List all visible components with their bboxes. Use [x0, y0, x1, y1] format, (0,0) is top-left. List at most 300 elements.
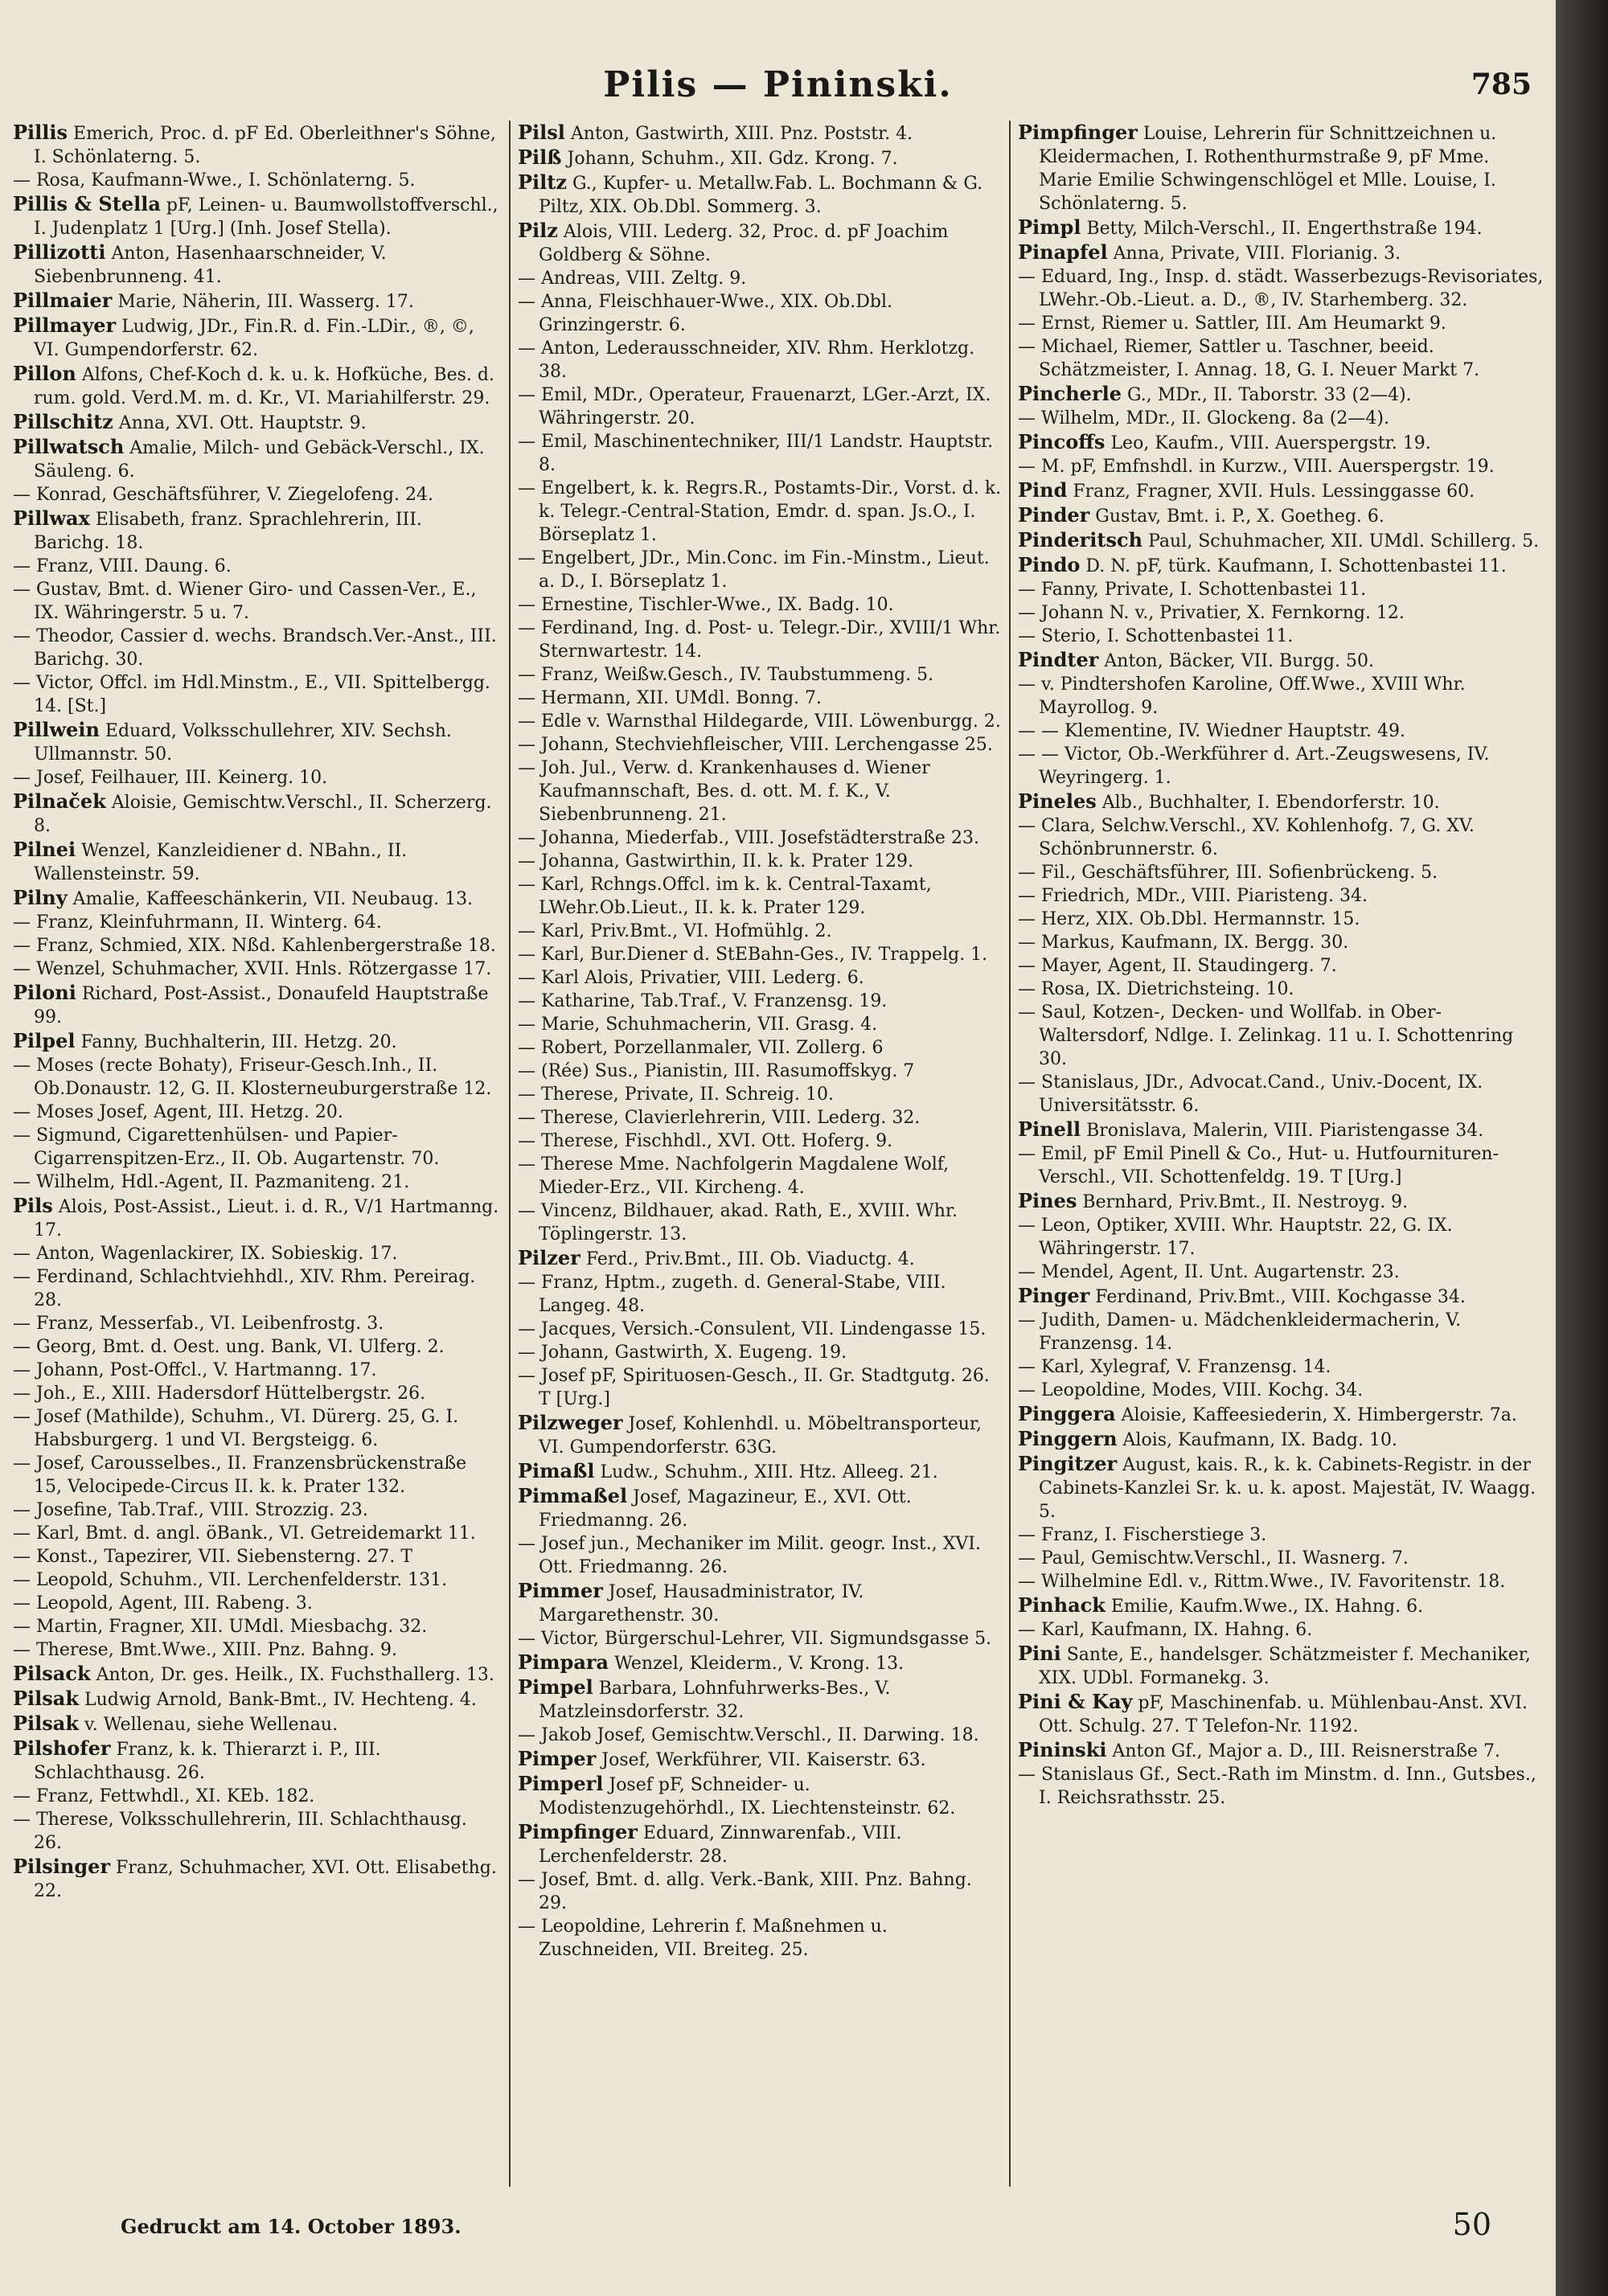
entry-details: — Andreas, VIII. Zeltg. 9. [518, 269, 747, 289]
entry-details: — Leopoldine, Lehrerin f. Maßnehmen u. Zuschneiden, VII. Breiteg. 25. [518, 1917, 888, 1960]
entry-details: Franz, k. k. Thierarzt i. P., III. Schlachthausg. 26. [34, 1740, 381, 1783]
directory-entry [13, 838, 500, 886]
entry-details: — Ernestine, Tischler-Wwe., IX. Badg. 10. [518, 595, 894, 615]
directory-entry [518, 1484, 1002, 1532]
entry-details: — Karl, Kaufmann, IX. Hahng. 6. [1018, 1620, 1313, 1640]
directory-entry [518, 1013, 1002, 1036]
directory-entry [13, 506, 500, 555]
entry-surname: Pillmayer [13, 314, 117, 337]
directory-entry [1018, 240, 1544, 265]
directory-columns [13, 121, 1544, 2187]
directory-entry [13, 1029, 500, 1054]
entry-details: v. Wellenau, siehe Wellenau. [78, 1715, 338, 1735]
directory-entry [1018, 430, 1544, 455]
directory-entry [13, 1855, 500, 1903]
directory-entry [1018, 1284, 1544, 1309]
entry-details: Emerich, Proc. d. pF Ed. Oberleithner's Söhne, I. Schönlaterng. 5. [34, 124, 496, 167]
directory-entry [1018, 931, 1544, 954]
entry-details: — Judith, Damen- u. Mädchenkleidermacherin, V. Franzensg. 14. [1018, 1310, 1462, 1354]
directory-entry [13, 1615, 500, 1638]
entry-surname: Piltz [518, 170, 567, 194]
directory-entry [1018, 954, 1544, 978]
entry-surname: Pilzweger [518, 1411, 623, 1434]
entry-surname: Pillwax [13, 506, 90, 530]
directory-entry [1018, 625, 1544, 648]
entry-surname: Pindter [1018, 648, 1099, 671]
entry-surname: Pilsinger [13, 1855, 111, 1878]
directory-entry [518, 1724, 1002, 1747]
entry-surname: Pillwein [13, 718, 100, 741]
directory-entry [518, 826, 1002, 850]
directory-entry [1018, 814, 1544, 861]
directory-entry [1018, 648, 1544, 673]
directory-entry [518, 850, 1002, 873]
entry-details: — Konst., Tapezirer, VII. Siebensterng. 27. T [13, 1547, 413, 1567]
directory-entry [13, 1736, 500, 1785]
entry-details: — Fil., Geschäftsführer, III. Sofienbrückeng. 5. [1018, 863, 1438, 883]
entry-surname: Pillis & Stella [13, 192, 161, 215]
entry-details: — Mendel, Agent, II. Unt. Augartenstr. 23. [1018, 1262, 1400, 1282]
entry-details: Aloisie, Gemischtw.Verschl., II. Scherzerg. 8. [34, 793, 492, 836]
directory-entry [13, 1312, 500, 1335]
directory-entry [1018, 673, 1544, 720]
directory-entry [518, 1130, 1002, 1153]
entry-details: — Mayer, Agent, II. Staudingerg. 7. [1018, 956, 1337, 976]
directory-entry [518, 1868, 1002, 1915]
directory-entry [1018, 1523, 1544, 1547]
directory-entry [1018, 215, 1544, 240]
directory-entry [1018, 455, 1544, 478]
entry-surname: Pimpara [518, 1650, 609, 1674]
directory-entry [13, 1359, 500, 1382]
entry-details: — Josef, Carousselbes., II. Franzensbrückenstraße 15, Velocipede-Circus II. k. k. Prater 132. [13, 1453, 467, 1497]
directory-entry [518, 219, 1002, 267]
directory-entry [1018, 407, 1544, 430]
entry-surname: Pincoffs [1018, 430, 1106, 453]
entry-details: — Anton, Wagenlackirer, IX. Sobieskig. 17. [13, 1244, 398, 1264]
directory-entry [13, 314, 500, 362]
entry-surname: Pimpfinger [518, 1820, 638, 1843]
entry-details: Leo, Kaufm., VIII. Auerspergstr. 19. [1105, 433, 1431, 453]
directory-entry [518, 593, 1002, 617]
entry-details: — Herz, XIX. Ob.Dbl. Hermannstr. 15. [1018, 909, 1360, 929]
entry-details: G., Kupfer- u. Metallw.Fab. L. Bochmann & G. Piltz, XIX. Ob.Dbl. Sommerg. 3. [539, 174, 983, 217]
entry-details: — Emil, MDr., Operateur, Frauenarzt, LGer.-Arzt, IX. Währingerstr. 20. [518, 385, 991, 428]
directory-entry [13, 1194, 500, 1242]
entry-details: — — Victor, Ob.-Werkführer d. Art.-Zeugswesens, IV. Weyringerg. 1. [1018, 744, 1490, 788]
directory-entry [13, 1638, 500, 1662]
directory-entry [518, 1106, 1002, 1130]
entry-details: Franz, Fragner, XVII. Huls. Lessinggasse 60. [1067, 482, 1475, 502]
directory-entry [518, 733, 1002, 756]
directory-entry [518, 170, 1002, 219]
directory-entry [518, 1675, 1002, 1724]
entry-details: Johann, Schuhm., XII. Gdz. Krong. 7. [561, 149, 898, 169]
entry-details: Ludwig, JDr., Fin.R. d. Fin.-LDir., ®, ©, VI. Gumpendorferstr. 62. [34, 317, 474, 360]
entry-details: — Leopoldine, Modes, VIII. Kochg. 34. [1018, 1380, 1364, 1400]
entry-surname: Pininski [1018, 1738, 1107, 1761]
directory-entry [518, 1199, 1002, 1246]
entry-details: — Johann, Gastwirth, X. Eugeng. 19. [518, 1343, 847, 1363]
entry-details: Josef, Werkführer, VII. Kaiserstr. 63. [596, 1750, 926, 1770]
directory-entry [13, 1101, 500, 1124]
entry-details: Sante, E., handelsger. Schätzmeister f. Mechaniker, XIX. UDbl. Formanekg. 3. [1039, 1645, 1531, 1688]
directory-entry [13, 1405, 500, 1452]
directory-entry [518, 687, 1002, 710]
entry-surname: Pinger [1018, 1284, 1090, 1307]
page-title: Pilis — Pininski. [603, 64, 953, 105]
entry-surname: Pimmer [518, 1579, 603, 1602]
entry-details: Eduard, Volksschullehrer, XIV. Sechsh. Ullmannstr. 50. [34, 721, 452, 765]
entry-details: — Ferdinand, Ing. d. Post- u. Telegr.-Dir., XVIII/1 Whr. Sternwartestr. 14. [518, 618, 1001, 662]
directory-entry [1018, 1071, 1544, 1117]
directory-entry [13, 1592, 500, 1615]
directory-entry [518, 337, 1002, 383]
directory-entry [13, 1662, 500, 1687]
entry-details: Wenzel, Kanzleidiener d. NBahn., II. Wallensteinstr. 59. [34, 841, 408, 884]
directory-entry [518, 1036, 1002, 1060]
directory-entry [1018, 382, 1544, 407]
page-header [16, 56, 1540, 113]
entry-surname: Pinhack [1018, 1593, 1106, 1617]
entry-details: — Franz, Kleinfuhrmann, II. Winterg. 64. [13, 912, 382, 933]
entry-details: Josef pF, Schneider- u. Modistenzugehörhdl., IX. Liechtensteinstr. 62. [539, 1775, 956, 1818]
entry-details: Amalie, Milch- und Gebäck-Verschl., IX. Säuleng. 6. [34, 438, 485, 482]
directory-entry [518, 547, 1002, 593]
entry-surname: Pilsak [13, 1687, 79, 1710]
directory-entry [13, 240, 500, 289]
entry-details: — Karl, Bmt. d. angl. öBank., VI. Getreidemarkt 11. [13, 1523, 476, 1544]
directory-entry [518, 943, 1002, 966]
entry-details: — Karl, Rchngs.Offcl. im k. k. Central-Taxamt, LWehr.Ob.Lieut., II. k. k. Prater 129. [518, 875, 932, 918]
entry-details: — Karl, Bur.Diener d. StEBahn-Ges., IV. Trappelg. 1. [518, 945, 988, 965]
directory-entry [518, 920, 1002, 943]
directory-entry [1018, 861, 1544, 884]
entry-details: — Josef jun., Mechaniker im Milit. geogr. Inst., XVI. Ott. Friedmanng. 26. [518, 1534, 981, 1577]
directory-entry [518, 1060, 1002, 1083]
entry-details: — Therese, Clavierlehrerin, VIII. Lederg. 32. [518, 1108, 921, 1128]
directory-entry [1018, 312, 1544, 335]
entry-details: — Therese Mme. Nachfolgerin Magdalene Wolf, Mieder-Erz., VII. Kircheng. 4. [518, 1154, 950, 1198]
column-divider [1009, 121, 1011, 2187]
directory-entry [518, 1341, 1002, 1364]
directory-entry [13, 1265, 500, 1312]
directory-entry [13, 483, 500, 506]
directory-entry [518, 121, 1002, 146]
entry-details: — Wilhelm, MDr., II. Glockeng. 8a (2—4). [1018, 408, 1389, 428]
entry-details: Bronislava, Malerin, VIII. Piaristengasse 34. [1081, 1121, 1484, 1141]
entry-details: pF, Maschinenfab. u. Mühlenbau-Anst. XVI. Ott. Schulg. 27. T Telefon-Nr. 1192. [1039, 1693, 1528, 1736]
directory-entry [13, 1712, 500, 1736]
entry-details: — Josef, Feilhauer, III. Keinerg. 10. [13, 768, 328, 788]
directory-entry [1018, 908, 1544, 931]
entry-details: Aloisie, Kaffeesiederin, X. Himbergerstr. 7a. [1115, 1405, 1517, 1425]
entry-details: — Wenzel, Schuhmacher, XVII. Hnls. Rötzergasse 17. [13, 959, 492, 979]
page-footer [16, 2207, 1540, 2255]
entry-details: — Therese, Volksschullehrerin, III. Schlachthausg. 26. [13, 1810, 467, 1853]
entry-details: — Wilhelm, Hdl.-Agent, II. Pazmaniteng. 21. [13, 1172, 410, 1192]
entry-details: — v. Pindtershofen Karoline, Off.Wwe., XVIII Whr. Mayrollog. 9. [1018, 674, 1466, 718]
printed-date-note: Gedruckt am 14. October 1893. [121, 2215, 461, 2238]
entry-details: Alois, Post-Assist., Lieut. i. d. R., V/1 Hartmanng. 17. [34, 1197, 499, 1240]
entry-details: — Therese, Bmt.Wwe., XIII. Pnz. Bahng. 9. [13, 1640, 397, 1660]
directory-entry [13, 886, 500, 911]
directory-entry [1018, 1570, 1544, 1593]
entry-details: Alfons, Chef-Koch d. k. u. k. Hofküche, Bes. d. rum. gold. Verd.M. m. d. Kr., VI. Mariahilferstr. 29. [34, 365, 494, 408]
directory-entry [13, 1568, 500, 1592]
entry-surname: Pind [1018, 478, 1068, 502]
entry-surname: Pilz [518, 219, 558, 242]
directory-entry [518, 1318, 1002, 1341]
directory-entry [518, 990, 1002, 1013]
entry-details: — Stanislaus, JDr., Advocat.Cand., Univ.-Docent, IX. Universitätsstr. 6. [1018, 1072, 1483, 1116]
directory-entry [518, 1271, 1002, 1318]
directory-entry [13, 410, 500, 435]
entry-details: — Victor, Bürgerschul-Lehrer, VII. Sigmundsgasse 5. [518, 1629, 992, 1649]
directory-entry [13, 1522, 500, 1545]
entry-surname: Pimpfinger [1018, 121, 1138, 144]
entry-details: Alb., Buchhalter, I. Ebendorferstr. 10. [1096, 793, 1440, 813]
directory-entry [1018, 1142, 1544, 1189]
entry-details: — Johann, Post-Offcl., V. Hartmanng. 17. [13, 1360, 377, 1380]
entry-surname: Pilsack [13, 1662, 91, 1685]
entry-details: — Stanislaus Gf., Sect.-Rath im Minstm. d. Inn., Gutsbes., I. Reichsrathsstr. 25. [1018, 1765, 1536, 1808]
entry-surname: Pineles [1018, 789, 1097, 813]
directory-entry [1018, 121, 1544, 215]
directory-entry [1018, 1738, 1544, 1763]
entry-details: — Ferdinand, Schlachtviehhdl., XIV. Rhm. Pereirag. 28. [13, 1267, 476, 1310]
sheet-number: 50 [1452, 2207, 1491, 2242]
directory-entry [13, 1452, 500, 1499]
entry-surname: Pillwatsch [13, 435, 125, 458]
entry-surname: Pillschitz [13, 410, 113, 433]
entry-details: — (Rée) Sus., Pianistin, III. Rasumoffskyg. 7 [518, 1061, 915, 1081]
entry-details: — Vincenz, Bildhauer, akad. Rath, E., XVIII. Whr. Töplingerstr. 13. [518, 1201, 958, 1244]
directory-entry [518, 1532, 1002, 1579]
directory-entry [13, 1382, 500, 1405]
entry-details: D. N. pF, türk. Kaufmann, I. Schottenbastei 11. [1080, 556, 1507, 576]
entry-details: pF, Leinen- u. Baumwollstoffverschl., I. Judenplatz 1 [Urg.] (Inh. Josef Stella). [34, 195, 498, 239]
directory-entry [1018, 1402, 1544, 1427]
entry-details: — Franz, I. Fischerstiege 3. [1018, 1525, 1267, 1545]
entry-details: Ferdinand, Priv.Bmt., VIII. Kochgasse 34. [1089, 1287, 1466, 1307]
column-divider [509, 121, 511, 2187]
entry-details: — Edle v. Warnsthal Hildegarde, VIII. Löwenburgg. 2. [518, 711, 1001, 732]
entry-details: — M. pF, Emfnshdl. in Kurzw., VIII. Auerspergstr. 19. [1018, 457, 1495, 477]
entry-details: — Franz, Fettwhdl., XI. KEb. 182. [13, 1786, 315, 1806]
entry-details: — Leopold, Schuhm., VII. Lerchenfelderstr. 131. [13, 1570, 448, 1590]
entry-details: Bernhard, Priv.Bmt., II. Nestroyg. 9. [1077, 1192, 1409, 1212]
entry-surname: Pinell [1018, 1117, 1081, 1141]
directory-entry [518, 1772, 1002, 1820]
directory-entry [1018, 335, 1544, 382]
entry-details: — Michael, Riemer, Sattler u. Taschner, beeid. Schätzmeister, I. Annag. 18, G. I. Neuer Markt 7. [1018, 337, 1480, 380]
directory-entry [1018, 1189, 1544, 1214]
entry-surname: Pincherle [1018, 382, 1122, 405]
directory-entry [13, 169, 500, 192]
directory-entry [13, 1545, 500, 1568]
entry-details: — Moses (recte Bohaty), Friseur-Gesch.Inh., II. Ob.Donaustr. 12, G. II. Klosterneuburgerstraße 12. [13, 1056, 492, 1099]
entry-details: Anton, Gastwirth, XIII. Pnz. Poststr. 4. [564, 124, 913, 144]
entry-details: — Joh., E., XIII. Hadersdorf Hüttelbergstr. 26. [13, 1384, 426, 1404]
directory-entry [1018, 1593, 1544, 1618]
directory-entry [518, 756, 1002, 826]
entry-details: — Martin, Fragner, XII. UMdl. Miesbachg. 32. [13, 1617, 428, 1637]
entry-surname: Pinapfel [1018, 240, 1108, 264]
directory-entry [1018, 503, 1544, 528]
directory-entry [13, 289, 500, 314]
entry-details: — Anton, Lederausschneider, XIV. Rhm. Herklotzg. 38. [518, 338, 975, 382]
entry-details: — Theodor, Cassier d. wechs. Brandsch.Ver.-Anst., III. Barichg. 30. [13, 626, 497, 670]
directory-entry [1018, 789, 1544, 814]
directory-entry [13, 578, 500, 625]
directory-entry [1018, 1452, 1544, 1523]
directory-entry [1018, 478, 1544, 503]
directory-entry [13, 625, 500, 671]
entry-details: — Fanny, Private, I. Schottenbastei 11. [1018, 580, 1367, 600]
entry-details: Anton, Bäcker, VII. Burgg. 50. [1098, 651, 1374, 671]
entry-details: — Karl Alois, Privatier, VIII. Lederg. 6. [518, 968, 864, 988]
column-3 [1018, 121, 1544, 2187]
directory-entry [13, 555, 500, 578]
entry-details: Wenzel, Kleiderm., V. Krong. 13. [609, 1654, 904, 1674]
directory-entry [518, 477, 1002, 547]
entry-details: Anna, Private, VIII. Florianig. 3. [1107, 244, 1401, 264]
entry-details: — Joh. Jul., Verw. d. Krankenhauses d. Wiener Kaufmannschaft, Bes. d. ott. M. f. K., V. Siebenbrunneng. 21. [518, 758, 930, 825]
directory-entry [518, 1364, 1002, 1411]
directory-entry [13, 1785, 500, 1808]
entry-details: — Emil, pF Emil Pinell & Co., Hut- u. Hutfournituren-Verschl., VII. Schottenfeldg. 19. T [Urg.] [1018, 1144, 1499, 1187]
entry-surname: Pimpl [1018, 215, 1081, 239]
entry-surname: Pillizotti [13, 240, 106, 264]
entry-details: Anton Gf., Major a. D., III. Reisnerstraße 7. [1106, 1741, 1500, 1761]
entry-details: — Franz, VIII. Daung. 6. [13, 556, 232, 576]
directory-entry [518, 663, 1002, 687]
entry-details: August, kais. R., k. k. Cabinets-Registr. in der Cabinets-Kanzlei Sr. k. u. k. apost. Majestät, IV. Waagg. 5. [1039, 1455, 1536, 1522]
entry-details: — Anna, Fleischhauer-Wwe., XIX. Ob.Dbl. Grinzingerstr. 6. [518, 292, 892, 335]
entry-surname: Pinderitsch [1018, 528, 1143, 551]
entry-surname: Pini [1018, 1642, 1061, 1665]
entry-details: — Sigmund, Cigarettenhülsen- und Papier-Cigarrenspitzen-Erz., II. Ob. Augartenstr. 70. [13, 1125, 440, 1169]
entry-details: — Wilhelmine Edl. v., Rittm.Wwe., IV. Favoritenstr. 18. [1018, 1572, 1506, 1592]
entry-surname: Pimmaßel [518, 1484, 628, 1507]
entry-surname: Pilzer [518, 1246, 580, 1269]
directory-entry [1018, 1214, 1544, 1261]
entry-details: — Johann, Stechviehfleischer, VIII. Lerchengasse 25. [518, 735, 993, 755]
directory-entry [1018, 1355, 1544, 1379]
entry-details: — Franz, Schmied, XIX. Nßd. Kahlenbergerstraße 18. [13, 936, 496, 956]
entry-details: Louise, Lehrerin für Schnittzeichnen u. Kleidermachen, I. Rothenthurmstraße 9, pF Mme. Marie Emilie Schwingenschlögel et Mlle. Louise, I. Schönlaterng. 5. [1039, 124, 1497, 214]
entry-details: — Josefine, Tab.Traf., VIII. Strozzig. 23. [13, 1500, 368, 1520]
directory-entry [518, 1083, 1002, 1106]
entry-details: Richard, Post-Assist., Donaufeld Hauptstraße 99. [34, 984, 489, 1027]
directory-entry [13, 121, 500, 169]
entry-details: Barbara, Lohnfuhrwerks-Bes., V. Matzleinsdorferstr. 32. [539, 1679, 891, 1722]
directory-entry [13, 435, 500, 483]
directory-entry [13, 362, 500, 410]
directory-entry [518, 267, 1002, 290]
entry-details: — Jakob Josef, Gemischtw.Verschl., II. Darwing. 18. [518, 1725, 979, 1745]
entry-details: — Konrad, Geschäftsführer, V. Ziegelofeng. 24. [13, 485, 433, 505]
directory-entry [518, 1915, 1002, 1962]
directory-entry [1018, 1690, 1544, 1738]
entry-details: Alois, Kaufmann, IX. Badg. 10. [1117, 1430, 1397, 1450]
entry-details: — Katharine, Tab.Traf., V. Franzensg. 19. [518, 991, 888, 1011]
directory-entry [13, 1808, 500, 1855]
directory-entry [1018, 1763, 1544, 1810]
entry-details: Paul, Schuhmacher, XII. UMdl. Schillerg. 5. [1142, 531, 1540, 551]
entry-surname: Pingitzer [1018, 1452, 1118, 1475]
entry-surname: Pinder [1018, 503, 1090, 527]
directory-entry [518, 383, 1002, 430]
entry-details: — Leon, Optiker, XVIII. Whr. Hauptstr. 22, G. IX. Währingerstr. 17. [1018, 1216, 1453, 1259]
entry-details: Elisabeth, franz. Sprachlehrerin, III. Barichg. 18. [34, 510, 422, 553]
directory-entry [1018, 1379, 1544, 1402]
directory-entry [518, 873, 1002, 920]
entry-surname: Pinggera [1018, 1402, 1116, 1425]
directory-entry [1018, 978, 1544, 1001]
entry-surname: Pini & Kay [1018, 1690, 1133, 1713]
entry-details: — Karl, Xylegraf, V. Franzensg. 14. [1018, 1357, 1331, 1377]
entry-surname: Pimperl [518, 1772, 604, 1795]
directory-entry [1018, 743, 1544, 789]
entry-details: — Josef pF, Spirituosen-Gesch., II. Gr. Stadtgutg. 26. T [Urg.] [518, 1366, 990, 1409]
directory-entry [1018, 1642, 1544, 1690]
directory-entry [518, 146, 1002, 170]
directory-entry [518, 617, 1002, 663]
entry-details: — Johanna, Gastwirthin, II. k. k. Prater 129. [518, 851, 913, 871]
entry-details: Amalie, Kaffeeschänkerin, VII. Neubaug. 13. [67, 889, 474, 909]
entry-details: — Gustav, Bmt. d. Wiener Giro- und Cassen-Ver., E., IX. Währingerstr. 5 u. 7. [13, 580, 477, 623]
entry-details: Ferd., Priv.Bmt., III. Ob. Viaductg. 4. [580, 1249, 915, 1269]
entry-details: — Paul, Gemischtw.Verschl., II. Wasnerg. 7. [1018, 1548, 1409, 1568]
entry-surname: Pimpel [518, 1675, 593, 1699]
directory-entry [518, 1411, 1002, 1459]
directory-entry [518, 1627, 1002, 1650]
entry-surname: Pinggern [1018, 1427, 1118, 1450]
directory-entry [518, 1747, 1002, 1772]
directory-entry [13, 981, 500, 1029]
entry-details: — Robert, Porzellanmaler, VII. Zollerg. 6 [518, 1038, 884, 1058]
directory-entry [518, 290, 1002, 337]
directory-entry [518, 1579, 1002, 1627]
entry-details: — Markus, Kaufmann, IX. Bergg. 30. [1018, 933, 1349, 953]
entry-details: — Rosa, IX. Dietrichsteing. 10. [1018, 979, 1294, 999]
entry-details: Anna, XVI. Ott. Hauptstr. 9. [113, 413, 367, 433]
entry-surname: Pimper [518, 1747, 597, 1770]
entry-surname: Pils [13, 1194, 53, 1217]
entry-surname: Pilshofer [13, 1736, 111, 1760]
entry-details: — Karl, Priv.Bmt., VI. Hofmühlg. 2. [518, 921, 832, 941]
directory-entry [1018, 720, 1544, 743]
entry-details: — Moses Josef, Agent, III. Hetzg. 20. [13, 1102, 343, 1122]
directory-entry [13, 789, 500, 838]
directory-entry [1018, 265, 1544, 312]
entry-details: — Victor, Offcl. im Hdl.Minstm., E., VII. Spittelbergg. 14. [St.] [13, 673, 490, 716]
directory-entry [1018, 1261, 1544, 1284]
entry-details: — Josef, Bmt. d. allg. Verk.-Bank, XIII. Pnz. Bahng. 29. [518, 1870, 972, 1913]
entry-details: — Engelbert, k. k. Regrs.R., Postamts-Dir., Vorst. d. k. k. Telegr.-Central-Station, Emdr. d. span. Js.O., I. Börseplatz 1. [518, 478, 1002, 545]
directory-entry [518, 430, 1002, 477]
entry-details: — Franz, Hptm., zugeth. d. General-Stabe, VIII. Langeg. 48. [518, 1273, 946, 1316]
entry-surname: Pilnaček [13, 789, 106, 813]
entry-details: — Saul, Kotzen-, Decken- und Wollfab. in Ober-Waltersdorf, Ndlge. I. Zelinkag. 11 u. I. Schottenring 30. [1018, 1002, 1514, 1069]
entry-surname: Pilnei [13, 838, 76, 861]
directory-entry [1018, 1427, 1544, 1452]
entry-details: — Engelbert, JDr., Min.Conc. im Fin.-Minstm., Lieut. a. D., I. Börseplatz 1. [518, 548, 990, 592]
entry-details: — Johann N. v., Privatier, X. Fernkorng. 12. [1018, 603, 1405, 623]
entry-surname: Pillis [13, 121, 68, 144]
